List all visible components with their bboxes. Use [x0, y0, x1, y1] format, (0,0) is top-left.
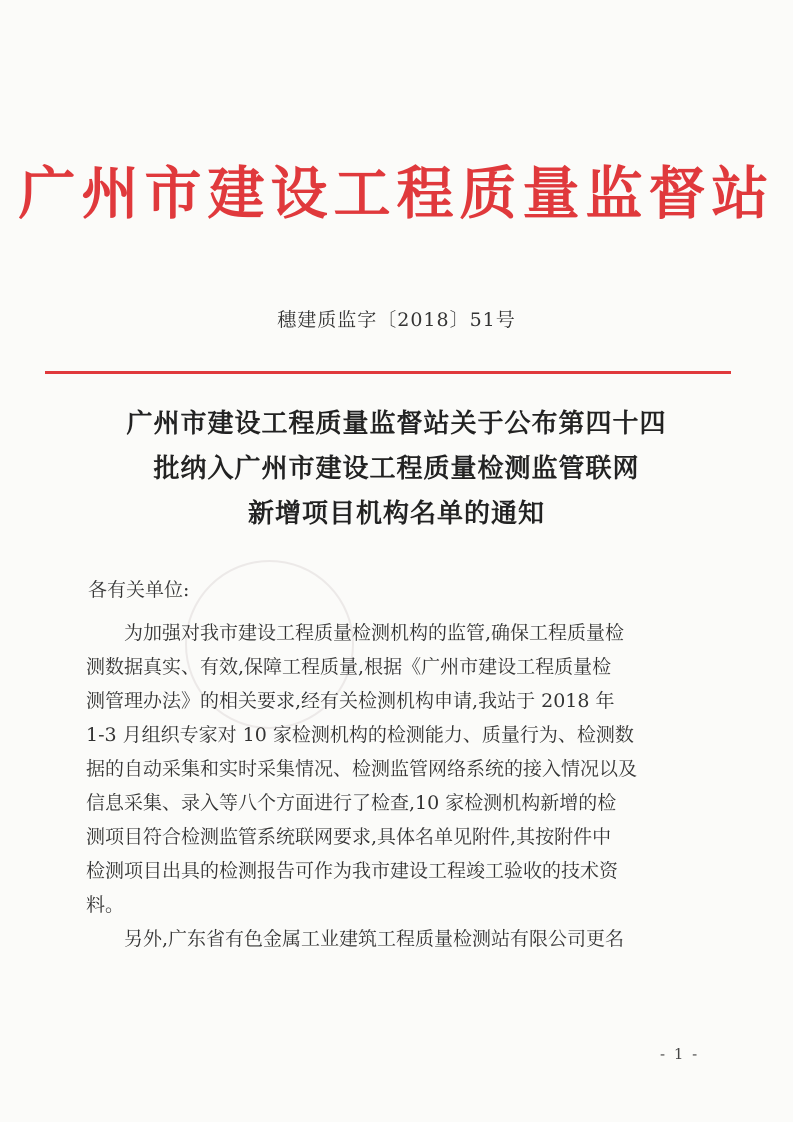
masthead: 广州市建设工程质量监督站 — [18, 160, 775, 227]
body-text — [86, 616, 696, 956]
body-line: 料。 — [86, 894, 125, 916]
document-number: 穗建质监字〔2018〕51号 — [277, 309, 516, 331]
body-line: 据的自动采集和实时采集情况、检测监管网络系统的接入情况以及 — [86, 758, 638, 780]
body-line: 检测项目出具的检测报告可作为我市建设工程竣工验收的技术资 — [86, 860, 619, 882]
salutation: 各有关单位: — [88, 579, 190, 601]
red-divider — [45, 371, 731, 374]
body-line: 1-3 月组织专家对 10 家检测机构的检测能力、质量行为、检测数 — [86, 724, 634, 746]
notice-title — [60, 402, 733, 537]
title-line: 广州市建设工程质量监督站关于公布第四十四 — [126, 409, 667, 439]
body-line: 信息采集、录入等八个方面进行了检查,10 家检测机构新增的检 — [86, 792, 617, 814]
page-number: - 1 - — [660, 1045, 700, 1063]
body-line: 为加强对我市建设工程质量检测机构的监管,确保工程质量检 — [124, 622, 625, 644]
body-line: 测数据真实、有效,保障工程质量,根据《广州市建设工程质量检 — [86, 656, 612, 678]
body-line: 测管理办法》的相关要求,经有关检测机构申请,我站于 2018 年 — [86, 690, 615, 712]
body-line: 另外,广东省有色金属工业建筑工程质量检测站有限公司更名 — [124, 928, 625, 950]
body-line: 测项目符合检测监管系统联网要求,具体名单见附件,其按附件中 — [86, 826, 612, 848]
title-line: 批纳入广州市建设工程质量检测监管联网 — [153, 454, 640, 484]
title-line: 新增项目机构名单的通知 — [247, 499, 545, 529]
